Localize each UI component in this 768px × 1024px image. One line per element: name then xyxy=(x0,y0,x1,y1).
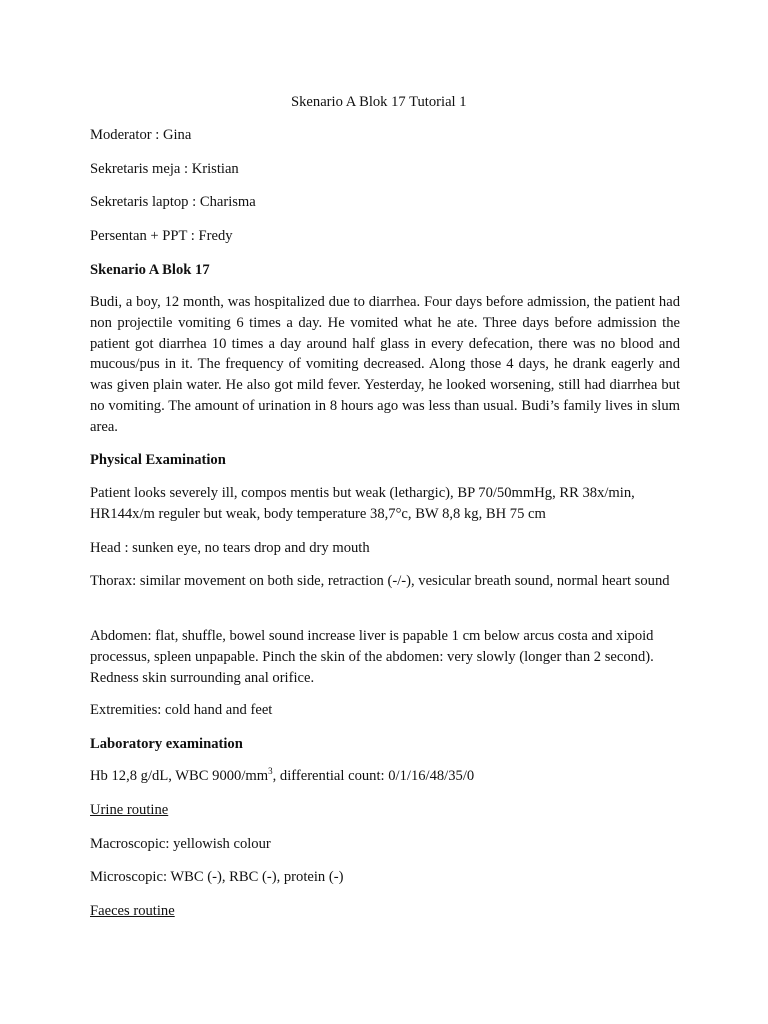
lab-hb-suffix: , differential count: 0/1/16/48/35/0 xyxy=(272,768,475,784)
physical-head: Head : sunken eye, no tears drop and dry mouth xyxy=(90,540,370,556)
physical-extremities: Extremities: cold hand and feet xyxy=(90,702,273,718)
urine-microscopic: Microscopic: WBC (-), RBC (-), protein (-) xyxy=(90,869,344,885)
physical-abdomen: Abdomen: flat, shuffle, bowel sound increase liver is papable 1 cm below arcus costa and xipoid processus, spleen unpapable. Pinch the skin of the abdomen: very slowly (longer than 2 second). Redness skin surrounding anal orifice. xyxy=(90,628,654,686)
physical-general: Patient looks severely ill, compos mentis but weak (lethargic), BP 70/50mmHg, RR 38x/min, HR144x/m reguler but weak, body temperature 38,7°c, BW 8,8 kg, BH 75 cm xyxy=(90,485,635,522)
faeces-heading: Faeces routine xyxy=(90,903,175,919)
lab-hb-superscript: 3 xyxy=(268,766,273,777)
urine-macroscopic: Macroscopic: yellowish colour xyxy=(90,836,271,852)
role-sekretaris-laptop: Sekretaris laptop : Charisma xyxy=(90,194,256,210)
role-persentan: Persentan + PPT : Fredy xyxy=(90,228,233,244)
role-sekretaris-meja: Sekretaris meja : Kristian xyxy=(90,161,239,177)
scenario-text: Budi, a boy, 12 month, was hospitalized due to diarrhea. Four days before admission, the patient had non projectile vomiting 6 times a day. He vomited what he ate. Three days before admission the patient got diarrhea 10 times a day around half glass in every defecation, there was no blood and mucous/pus in it. The frequency of vomiting decreased. Along those 4 days, he drank eagerly and was given plain water. He also got mild fever. Yesterday, he looked worsening, still had diarrhea but no vomiting. The amount of urination in 8 hours ago was less than usual. Budi’s family lives in slum area. xyxy=(90,294,680,435)
physical-thorax: Thorax: similar movement on both side, retraction (-/-), vesicular breath sound, normal heart sound xyxy=(90,573,670,589)
scenario-heading: Skenario A Blok 17 xyxy=(90,262,210,278)
role-moderator: Moderator : Gina xyxy=(90,127,192,143)
lab-hb-line xyxy=(90,768,474,785)
laboratory-heading: Laboratory examination xyxy=(90,736,243,752)
lab-hb-prefix: Hb 12,8 g/dL, WBC 9000/mm xyxy=(90,768,269,784)
document-title: Skenario A Blok 17 Tutorial 1 xyxy=(291,94,467,110)
physical-heading: Physical Examination xyxy=(90,452,226,468)
urine-heading: Urine routine xyxy=(90,802,169,818)
